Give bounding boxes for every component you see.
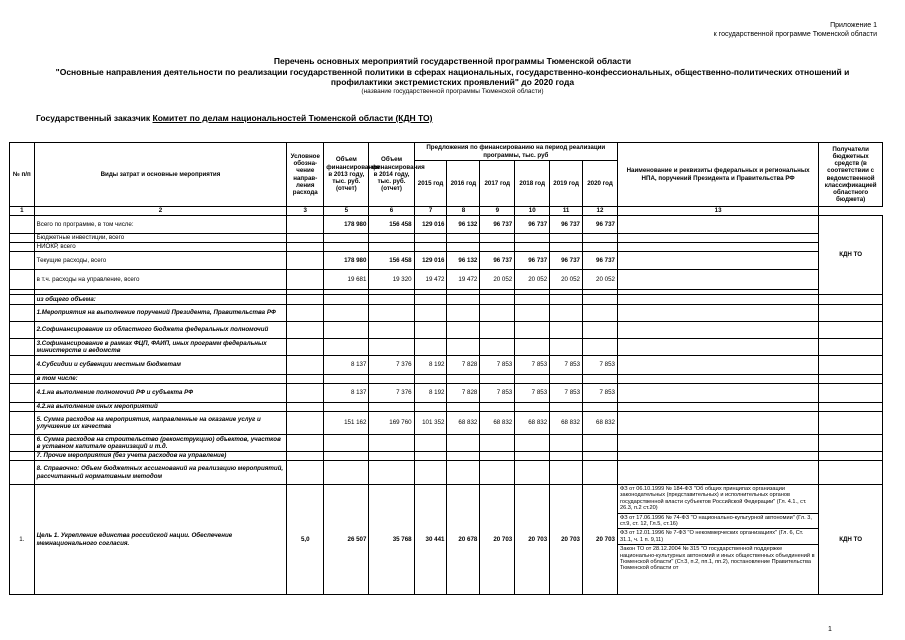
table-row-r1 [10,305,883,322]
value-cell: 20 052 [480,270,515,290]
row-label: 3.Софинансирование в рамках ФЦП, ФАИП, иных программ федеральных министерств и ведомств [34,339,287,356]
table-row-mgmt [10,270,883,290]
table-row-r4 [10,356,883,375]
row-number: 1. [10,485,35,595]
value-cell: 19 472 [447,270,480,290]
npa-reference: ФЗ от 17.06.1996 № 74-ФЗ "О национально-культурной автономии" (Гл. 3, ст.9, ст. 12, Гл.5, ст.16) [618,514,818,530]
value-cell: 8 137 [324,356,369,375]
value-cell: 20 052 [583,270,618,290]
value-cell: 20 703 [480,485,515,595]
header-fin2014: Объем финансирования в 2014 году, тыс. руб. (отчет) [369,143,414,207]
value-cell: 68 832 [550,412,583,435]
value-cell: 96 132 [447,252,480,270]
document-title [0,56,905,96]
table-row-r7 [10,452,883,461]
header-2019: 2019 год [550,161,583,207]
value-cell: 178 980 [324,252,369,270]
col-index: 7 [414,207,447,216]
table-row-r5 [10,412,883,435]
header-2016: 2016 год [447,161,480,207]
title-line2: "Основные направления деятельности по реализации государственной политики в сферах национальных, государственно-конфессиональных, общественно-политических отношений и [55,66,850,77]
table-row-r3 [10,339,883,356]
row-label: 4.Субсидии и субвенции местным бюджетам [34,356,287,375]
header-weight: Условное обозна-чение направ-ления расхода [287,143,324,207]
column-index-row [10,207,883,216]
table-row-incl [10,375,883,384]
value-cell: 8 192 [414,384,447,403]
value-cell: 35 768 [369,485,414,595]
row-label: из общего объема: [34,295,287,305]
row-label: 1.Мероприятия на выполнение поручений Президента, Правительства РФ [34,305,287,322]
value-cell: 7 853 [583,356,618,375]
value-cell: 20 703 [550,485,583,595]
appendix-note [714,21,877,39]
header-2015: 2015 год [414,161,447,207]
row-label: 2.Софинансирование из областного бюджета федеральных полномочий [34,322,287,339]
value-cell: 7 853 [550,356,583,375]
col-index: 6 [369,207,414,216]
header-2018: 2018 год [515,161,550,207]
value-cell: 96 737 [550,252,583,270]
table-row-of-total [10,295,883,305]
value-cell: 68 832 [583,412,618,435]
col-index: 10 [515,207,550,216]
table-row-r2 [10,322,883,339]
row-label: 4.1.на выполнение полномочий РФ и субъекта РФ [34,384,287,403]
header-types: Виды затрат и основные мероприятия [34,143,287,207]
row-label: Бюджетные инвестиции, всего [34,234,287,243]
npa-reference: Закон ТО от 28.12.2004 № 315 "О государственной поддержке национально-культурных автономий и иных общественных объединений в Тюменской области" (Ст.3, п.2, пп.1, пп.2), постановление Правительства Тюменской области от [619,546,815,572]
row-label: Всего по программе, в том числе: [34,216,287,234]
table-row-invest [10,234,883,243]
value-cell: 20 703 [515,485,550,595]
value-cell: 8 192 [414,356,447,375]
value-cell: 7 828 [447,356,480,375]
row-label: 8. Справочно: Объем бюджетных ассигнований на реализацию мероприятий, рассчитанный нормативным методом [34,461,287,485]
value-cell: 96 737 [583,216,618,234]
table-row-r8 [10,461,883,485]
value-cell: 101 352 [414,412,447,435]
header-row-1 [10,143,883,161]
page-number: 1 [828,626,832,633]
title-line3: профилактики экстремистских проявлений" до 2020 года [330,77,575,87]
table-row-r41 [10,384,883,403]
customer-name: Комитет по делам национальностей Тюменской области (КДН ТО) [152,113,433,123]
row-label: 4.2.на выполнение иных мероприятий [34,403,287,412]
row-label: НИОКР, всего [34,243,287,252]
row-label: 6. Сумма расходов на строительство (реконструкцию) объектов, участков в уставном капитале организаций и т.д. [34,435,287,452]
value-cell: 129 016 [414,216,447,234]
header-proposals: Предложения по финансированию на период реализации программы, тыс. руб [414,143,617,161]
npa-cell [617,485,818,595]
state-customer [36,113,432,123]
row-label: в т.ч. расходы на управление, всего [34,270,287,290]
value-cell: 7 853 [480,356,515,375]
table-row-niokr [10,243,883,252]
value-cell: 68 832 [515,412,550,435]
value-cell: 96 737 [480,216,515,234]
value-cell: 7 828 [447,384,480,403]
value-cell: 30 441 [414,485,447,595]
col-index: 1 [10,207,35,216]
col-index: 9 [480,207,515,216]
value-cell: 19 320 [369,270,414,290]
value-cell: 7 853 [583,384,618,403]
col-index: 2 [34,207,287,216]
header-fin2013: Объем финансирования в 2013 году, тыс. руб. (отчет) [324,143,369,207]
table-row-total [10,216,883,234]
col-index: 3 [287,207,324,216]
value-cell: 7 853 [550,384,583,403]
measures-table [9,142,883,595]
value-cell: 26 507 [324,485,369,595]
recipient-cell-top: КДН ТО [819,216,883,295]
table-row-goal1 [10,485,883,595]
header-npa: Наименование и реквизиты федеральных и региональных НПА, поручений Президента и Правительства РФ [617,143,818,207]
value-cell: 151 162 [324,412,369,435]
value-cell: 96 132 [447,216,480,234]
value-cell: 20 052 [550,270,583,290]
value-cell: 156 458 [369,252,414,270]
row-label: в том числе: [34,375,287,384]
value-cell: 169 760 [369,412,414,435]
value-cell: 20 678 [447,485,480,595]
value-cell: 96 737 [480,252,515,270]
header-2017: 2017 год [480,161,515,207]
value-cell: 8 137 [324,384,369,403]
table-row-current [10,252,883,270]
value-cell: 19 472 [414,270,447,290]
value-cell: 178 980 [324,216,369,234]
recipient-cell: КДН ТО [819,485,883,595]
value-cell: 7 376 [369,384,414,403]
row-label: Цель 1. Укрепление единства российской нации. Обеспечение межнационального согласия. [34,485,287,595]
col-index: 11 [550,207,583,216]
title-subtitle: (название государственной программы Тюменской области) [361,87,544,95]
row-label: 5. Сумма расходов на мероприятия, направленные на оказание услуг и улучшение их качества [34,412,287,435]
table-row-r42 [10,403,883,412]
value-cell: 68 832 [480,412,515,435]
value-cell: 96 737 [515,252,550,270]
header-num: № п/п [10,143,35,207]
customer-label: Государственный заказчик [36,113,151,123]
col-index: 8 [447,207,480,216]
npa-reference: ФЗ от 06.10.1999 № 184-ФЗ "Об общих принципах организации законодательных (представительных) и исполнительных органов государственной власти субъектов Российской Федерации" (Гл. 4.1., ст. 26.3, п.2 ст.20) [618,485,818,514]
weight-cell: 5,0 [287,485,324,595]
value-cell: 19 681 [324,270,369,290]
value-cell: 7 376 [369,356,414,375]
col-index: 5 [324,207,369,216]
table-row-r6 [10,435,883,452]
npa-reference: ФЗ от 12.01.1996 № 7-ФЗ "О некоммерческих организациях" (Гл. 6, Ст. 31.1, ч. 1 п. 9,11) [618,529,818,545]
row-label: 7. Прочие мероприятия (без учета расходов на управление) [34,452,287,461]
title-line1: Перечень основных мероприятий государственной программы Тюменской области [273,56,632,66]
value-cell: 96 737 [550,216,583,234]
value-cell: 7 853 [515,384,550,403]
header-recipients: Получатели бюджетных средств (в соответствии с ведомственной классификацией областного бюджета) [819,143,883,207]
value-cell: 7 853 [515,356,550,375]
value-cell: 20 703 [583,485,618,595]
value-cell: 129 016 [414,252,447,270]
value-cell: 20 052 [515,270,550,290]
row-label: Текущие расходы, всего [34,252,287,270]
value-cell: 7 853 [480,384,515,403]
appendix-line1: Приложение 1 [830,22,877,29]
col-index: 12 [583,207,618,216]
col-index: 13 [617,207,818,216]
value-cell: 96 737 [515,216,550,234]
header-2020: 2020 год [583,161,618,207]
appendix-line2: к государственной программе Тюменской области [713,31,877,38]
value-cell: 96 737 [583,252,618,270]
value-cell: 156 458 [369,216,414,234]
value-cell: 68 832 [447,412,480,435]
